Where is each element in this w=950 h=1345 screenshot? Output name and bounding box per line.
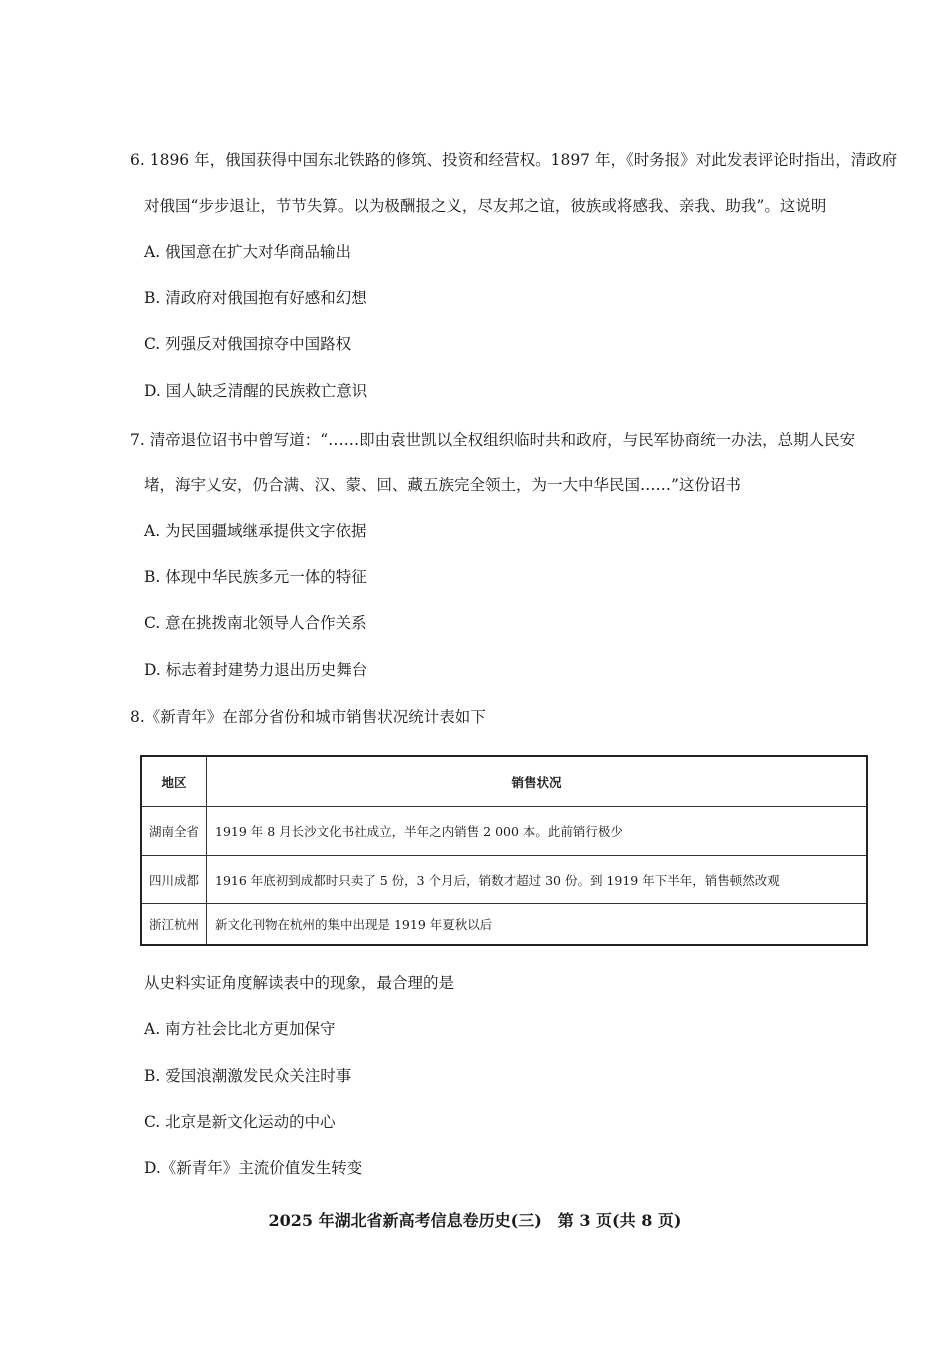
table-cell-region: 浙江杭州: [141, 904, 207, 946]
q8-option-c[interactable]: C. 北京是新文化运动的中心: [144, 1113, 336, 1131]
table-header-row: [141, 756, 867, 807]
q6-stem-line1: 6. 1896 年，俄国获得中国东北铁路的修筑、投资和经营权。1897 年，《时务报》对此发表评论时指出，清政府: [130, 151, 898, 169]
q6-option-d[interactable]: D. 国人缺乏清醒的民族救亡意识: [144, 382, 368, 400]
q8-option-a[interactable]: A. 南方社会比北方更加保守: [144, 1020, 336, 1038]
table-cell-status: 1916 年底初到成都时只卖了 5 份，3 个月后，销数才超过 30 份。到 1919 年下半年，销售顿然改观: [207, 856, 868, 904]
table-cell-region: 四川成都: [141, 856, 207, 904]
q7-option-b[interactable]: B. 体现中华民族多元一体的特征: [144, 568, 367, 586]
q7-stem-line2: 堵，海宇乂安，仍合满、汉、蒙、回、藏五族完全领土，为一大中华民国……”这份诏书: [144, 476, 741, 494]
q7-option-d[interactable]: D. 标志着封建势力退出历史舞台: [144, 661, 368, 679]
q7-option-a[interactable]: A. 为民国疆域继承提供文字依据: [144, 522, 367, 540]
table-cell-status: 1919 年 8 月长沙文化书社成立，半年之内销售 2 000 本。此前销行极少: [207, 807, 868, 856]
q8-question: 从史料实证角度解读表中的现象，最合理的是: [144, 974, 455, 992]
q6-stem-line2: 对俄国“步步退让，节节失算。以为极酬报之义，尽友邦之谊，彼族或将感我、亲我、助我”。这说明: [144, 197, 827, 215]
q8-option-b[interactable]: B. 爱国浪潮激发民众关注时事: [144, 1067, 352, 1085]
q8-option-d[interactable]: D.《新青年》主流价值发生转变: [144, 1159, 363, 1177]
q8-stem: 8.《新青年》在部分省份和城市销售状况统计表如下: [130, 708, 486, 726]
table-header-status: 销售状况: [207, 756, 868, 807]
q6-option-c[interactable]: C. 列强反对俄国掠夺中国路权: [144, 335, 352, 353]
table-row: [141, 856, 867, 904]
q6-option-a[interactable]: A. 俄国意在扩大对华商品输出: [144, 243, 352, 261]
table-header-region: 地区: [141, 756, 207, 807]
table-cell-region: 湖南全省: [141, 807, 207, 856]
q7-stem-line1: 7. 清帝退位诏书中曾写道：“……即由袁世凯以全权组织临时共和政府，与民军协商统一办法，总期人民安: [130, 431, 856, 449]
q7-option-c[interactable]: C. 意在挑拨南北领导人合作关系: [144, 614, 367, 632]
sales-table: [140, 755, 868, 946]
table-cell-status: 新文化刊物在杭州的集中出现是 1919 年夏秋以后: [207, 904, 868, 946]
table-row: [141, 904, 867, 946]
q6-option-b[interactable]: B. 清政府对俄国抱有好感和幻想: [144, 289, 367, 307]
table-row: [141, 807, 867, 856]
page-footer: 2025 年湖北省新高考信息卷历史(三) 第 3 页(共 8 页): [268, 1211, 682, 1230]
